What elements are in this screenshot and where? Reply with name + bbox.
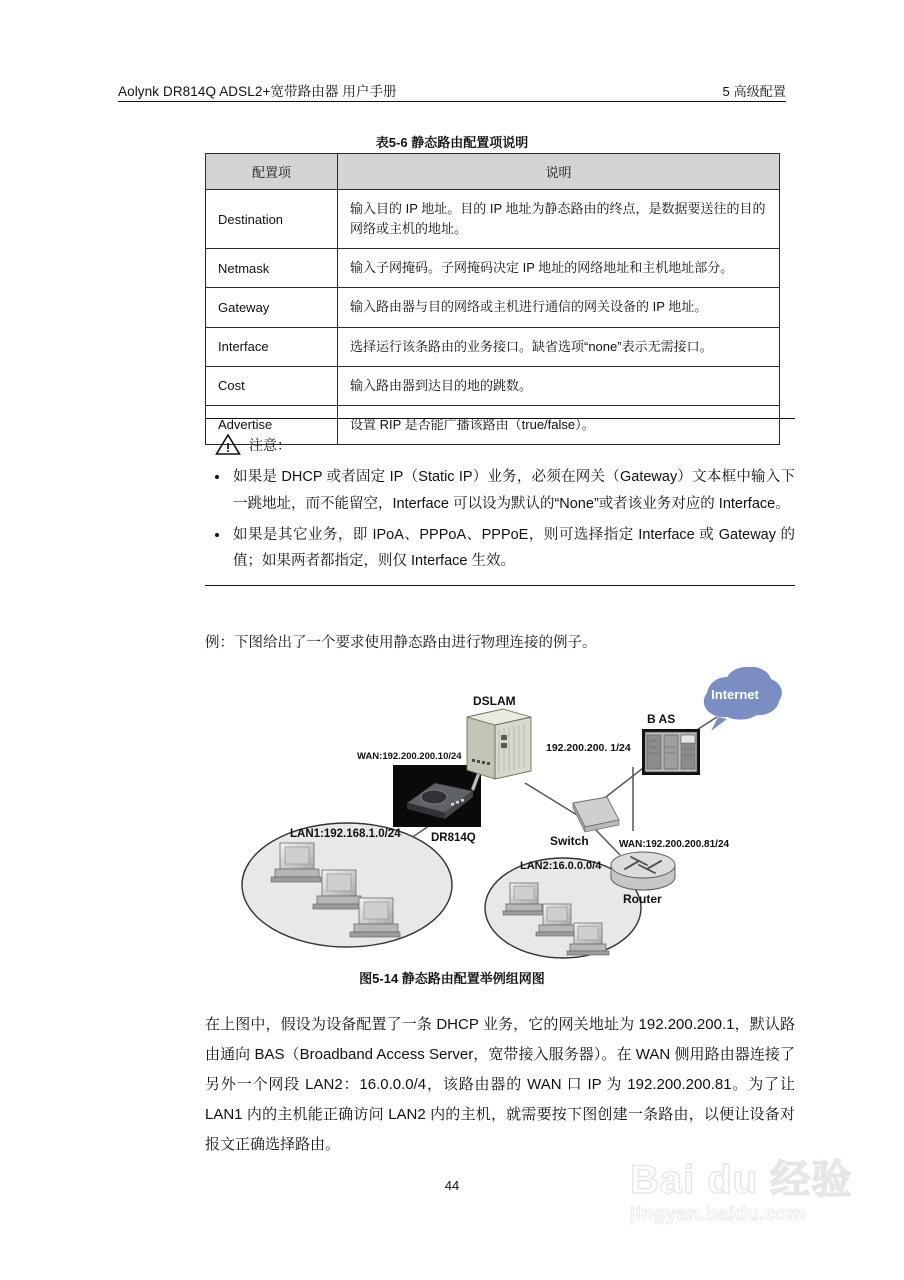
dslam-label: DSLAM bbox=[473, 694, 516, 708]
table-row bbox=[206, 249, 780, 288]
caution-divider-bottom bbox=[205, 585, 795, 586]
table-header-desc: 说明 bbox=[338, 154, 780, 190]
dr814q-device-photo bbox=[393, 765, 481, 827]
figure-caption: 图5-14 静态路由配置举例组网图 bbox=[359, 971, 545, 986]
header-divider bbox=[118, 101, 786, 102]
table-cell-item: Gateway bbox=[206, 288, 338, 327]
bas-device bbox=[642, 729, 700, 775]
header-chapter-right: 5 高级配置 bbox=[722, 84, 786, 99]
watermark-sub-text: jingyan.baidu.com bbox=[630, 1204, 806, 1225]
header-title-left: Aolynk DR814Q ADSL2+宽带路由器 用户手册 bbox=[118, 84, 397, 99]
table-cell-item: Cost bbox=[206, 366, 338, 405]
example-intro-text: 例：下图给出了一个要求使用静态路由进行物理连接的例子。 bbox=[205, 635, 597, 651]
bas-link-label: 192.200.200. 1/24 bbox=[546, 742, 631, 754]
caution-title bbox=[215, 433, 795, 456]
internet-cloud-label: Internet bbox=[711, 687, 759, 702]
dr814q-label: DR814Q bbox=[431, 832, 476, 844]
router-wan-label: WAN:192.200.200.81/24 bbox=[619, 839, 730, 850]
table-cell-desc: 输入路由器到达目的地的跳数。 bbox=[338, 366, 780, 405]
warning-triangle-icon bbox=[215, 433, 241, 456]
caution-list-item: 如果是 DHCP 或者固定 IP（Static IP）业务，必须在网关（Gateway）文本框中输入下一跳地址，而不能留空，Interface 可以设为默认的“None”或者该业务对应的 Interface。 bbox=[205, 464, 795, 518]
table-caption: 表5-6 静态路由配置项说明 bbox=[375, 135, 529, 150]
switch-label: Switch bbox=[550, 834, 589, 848]
watermark-main-text: Bai du 经验 bbox=[630, 1158, 853, 1202]
caution-divider-top bbox=[205, 418, 795, 419]
caution-list bbox=[205, 464, 795, 575]
body-paragraph: 在上图中，假设为设备配置了一条 DHCP 业务，它的网关地址为 192.200.200.1，默认路由通向 BAS（Broadband Access Server，宽带接入服务器）。在 WAN 侧用路由器连接了另外一个网段 LAN2：16.0.0.0/4，该路由器的 WAN 口 IP 为 192.200.200.81。为了让 LAN1 内的主机能正确访问 LAN2 内的主机，就需要按下图创建一条路由，以便让设备对报文正确选择路由。 bbox=[205, 1016, 795, 1153]
caution-list-item: 如果是其它业务，即 IPoA、PPPoA、PPPoE，则可选择指定 Interface 或 Gateway 的值；如果两者都指定，则仅 Interface 生效。 bbox=[205, 522, 795, 576]
baidu-jingyan-watermark bbox=[630, 1160, 900, 1250]
caution-title-text: 注意： bbox=[249, 436, 291, 453]
router-device bbox=[611, 852, 675, 890]
dslam-device bbox=[467, 709, 531, 779]
lan2-label: LAN2:16.0.0.0/4 bbox=[520, 860, 602, 872]
table-cell-item: Interface bbox=[206, 327, 338, 366]
page-number: 44 bbox=[444, 1178, 460, 1193]
table-cell-desc: 选择运行该条路由的业务接口。缺省选项“none”表示无需接口。 bbox=[338, 327, 780, 366]
table-row bbox=[206, 327, 780, 366]
router-label: Router bbox=[623, 892, 662, 906]
table-cell-desc: 输入路由器与目的网络或主机进行通信的网关设备的 IP 地址。 bbox=[338, 288, 780, 327]
switch-device bbox=[573, 797, 619, 832]
table-cell-item: Netmask bbox=[206, 249, 338, 288]
lan1-label: LAN1:192.168.1.0/24 bbox=[290, 828, 401, 840]
table-cell-item: Destination bbox=[206, 190, 338, 249]
static-route-config-table bbox=[205, 153, 780, 445]
table-cell-desc: 输入子网掩码。子网掩码决定 IP 地址的网络地址和主机地址部分。 bbox=[338, 249, 780, 288]
table-row bbox=[206, 288, 780, 327]
caution-block bbox=[205, 418, 795, 586]
table-cell-desc: 输入目的 IP 地址。目的 IP 地址为静态路由的终点，是数据要送往的目的网络或主机的地址。 bbox=[338, 190, 780, 249]
table-header-row bbox=[206, 154, 780, 190]
table-cell-desc: 设置 RIP 是否能广播该路由（true/false）。 bbox=[338, 405, 780, 444]
network-topology-figure bbox=[195, 655, 795, 965]
table-row bbox=[206, 366, 780, 405]
running-header bbox=[118, 80, 786, 100]
bas-label: B AS bbox=[647, 712, 676, 726]
table-cell-item: Advertise bbox=[206, 405, 338, 444]
dr814q-wan-label: WAN:192.200.200.10/24 bbox=[357, 751, 462, 762]
table-header-item: 配置项 bbox=[206, 154, 338, 190]
table-row bbox=[206, 190, 780, 249]
